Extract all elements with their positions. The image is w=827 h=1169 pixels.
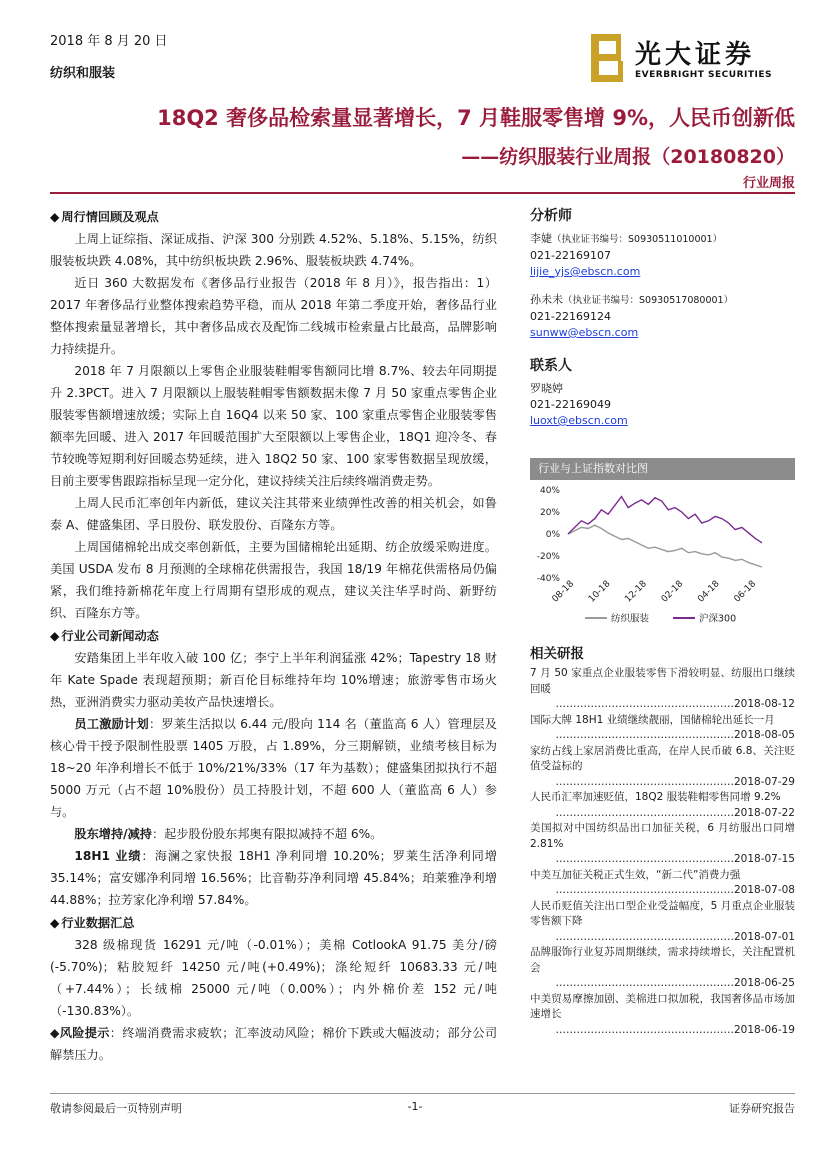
research-date-value: 2018-06-19 xyxy=(733,1023,795,1036)
research-list xyxy=(530,666,795,1038)
analyst-phone: 021-22169124 xyxy=(530,310,611,323)
main-body xyxy=(50,205,497,1066)
analyst-email-link[interactable]: sunww@ebscn.com xyxy=(530,326,639,339)
y-tick-label: 40% xyxy=(539,486,560,496)
company-logo xyxy=(591,34,791,86)
body-paragraph: 328 级棉现货 16291 元/吨（-0.01%）；美棉 CotlookA 91.75 美分/磅(-5.70%)；粘胶短纤 14250 元/吨(+0.49%)；涤纶短纤 10683.33 元/吨（+7.44%）；长绒棉 25000 元/吨（0.00%）；内外棉价差 152 元/吨（-130.83%）。 xyxy=(50,938,497,1018)
related-research xyxy=(530,642,795,1038)
analyst-email-link[interactable]: lijie_yjs@ebscn.com xyxy=(530,265,641,278)
analyst-phone: 021-22169107 xyxy=(530,249,611,262)
industry-label: 纺织和服装 xyxy=(50,66,116,81)
logo-chinese-name: 光大证券 xyxy=(635,40,756,70)
diamond-icon: ◆ xyxy=(50,916,60,930)
legend-label: 纺织服装 xyxy=(611,613,650,625)
research-date-value: 2018-07-15 xyxy=(733,853,795,865)
body-paragraph: 上周国储棉轮出成交率创新低，主要为国储棉轮出延期、纺企放缓采购进度。美国 USDA 发布 8 月预测的全球棉花供需报告，我国 18/19 年棉花供需格局仍偏紧，我们维持新棉花年度上行周期有望形成的观点，建议关注华孚时尚、新野纺织、百隆东方等。 xyxy=(50,540,497,620)
research-title: 7 月 50 家重点企业服装零售下滑较明显、纺服出口继续回暖 xyxy=(530,667,795,695)
report-date: 2018 年 8 月 20 日 xyxy=(50,34,168,49)
research-item[interactable] xyxy=(530,821,795,868)
section-heading: ◆ 周行情回顾及观点 xyxy=(50,210,159,224)
body-paragraph: 上周上证综指、深证成指、沪深 300 分别跌 4.52%、5.18%、5.15%，纺织服装板块跌 4.08%，其中纺织板块跌 2.96%、服装板块跌 4.74%。 xyxy=(50,232,497,268)
research-date-value: 2018-08-12 xyxy=(733,698,795,710)
diamond-icon: ◆ xyxy=(50,210,60,224)
leader-dots: …………………………………………… xyxy=(555,853,734,865)
research-date-value: 2018-06-25 xyxy=(733,977,795,989)
contact-phone: 021-22169049 xyxy=(530,398,611,411)
research-date-value: 2018-07-01 xyxy=(733,930,795,943)
research-date-value: 2018-07-08 xyxy=(733,884,795,896)
body-paragraph: 18H1 业绩：海澜之家快报 18H1 净利同增 10.20%；罗莱生活净利同增 35.14%；富安娜净利同增 16.56%；比音勒芬净利同增 45.84%；珀莱雅净利增 44.88%；拉芳家化净利增 57.84%。 xyxy=(50,849,497,907)
inline-label: 员工激励计划 xyxy=(74,717,149,731)
x-tick-label: 08-18 xyxy=(550,579,577,605)
research-title: 家纺占线上家居消费比重高，在岸人民币破 6.8、关注贬值受益标的 xyxy=(530,744,795,772)
leader-dots: …………………………………………… xyxy=(555,806,734,819)
leader-dots: …………………………………………… xyxy=(555,1023,734,1036)
index-comparison-chart xyxy=(530,458,795,633)
y-tick-label: 20% xyxy=(539,508,560,518)
y-tick-label: -40% xyxy=(536,574,560,584)
chart-plot xyxy=(530,480,795,633)
report-title: 18Q2 奢侈品检索量显著增长，7 月鞋服零售增 9%，人民币创新低 xyxy=(157,106,795,130)
leader-dots: …………………………………………… xyxy=(555,977,734,989)
contact-heading: 联系人 xyxy=(530,358,572,374)
research-date-value: 2018-07-29 xyxy=(733,775,795,788)
research-title: 中美贸易摩擦加剧、美棉进口拟加税，我国奢侈品市场加速增长 xyxy=(530,992,795,1020)
research-title: 品牌服饰行业复苏周期继续，需求持续增长，关注配置机会 xyxy=(530,946,795,974)
research-item[interactable] xyxy=(530,744,795,791)
inline-label: 18H1 业绩 xyxy=(74,849,142,863)
leader-dots: …………………………………………… xyxy=(555,698,734,710)
section-heading: ◆ 行业数据汇总 xyxy=(50,916,135,930)
legend-label: 沪深300 xyxy=(699,613,737,625)
y-tick-label: -20% xyxy=(536,552,560,562)
research-date xyxy=(530,930,795,946)
x-tick-label: 04-18 xyxy=(696,579,722,605)
research-title: 人民币汇率加速贬值，18Q2 服装鞋帽零售同增 9.2% xyxy=(530,791,781,803)
analyst-name: 李婕（执业证书编号：S0930511010001） xyxy=(530,232,723,245)
leader-dots: …………………………………………… xyxy=(555,884,734,896)
research-date xyxy=(530,852,795,868)
footer-divider xyxy=(50,1093,795,1094)
contact-name: 罗晓婷 xyxy=(530,382,563,395)
research-date-value: 2018-08-05 xyxy=(733,729,795,741)
footer-report-label: 证券研究报告 xyxy=(729,1102,795,1115)
research-title: 中美互加征关税正式生效，“新二代”消费力强 xyxy=(530,868,741,881)
research-item[interactable] xyxy=(530,868,795,899)
research-item[interactable] xyxy=(530,945,795,992)
header-divider xyxy=(50,192,795,194)
analyst-name: 孙未未（执业证书编号：S0930517080001） xyxy=(530,293,734,306)
everbright-logo-icon xyxy=(591,34,625,82)
x-tick-label: 12-18 xyxy=(623,579,649,605)
research-item[interactable] xyxy=(530,713,795,744)
contact-email-link[interactable]: luoxt@ebscn.com xyxy=(530,414,628,427)
research-date xyxy=(530,775,795,791)
analyst-heading: 分析师 xyxy=(530,208,572,224)
page-number: -1- xyxy=(407,1100,423,1113)
leader-dots: …………………………………………… xyxy=(555,930,734,943)
body-paragraph: 股东增持/减持：起步股份股东邦奥有限拟减持不超 6%。 xyxy=(74,827,383,841)
report-subtitle: ——纺织服装行业周报（20180820） xyxy=(461,146,795,168)
research-item[interactable] xyxy=(530,992,795,1039)
research-item[interactable] xyxy=(530,790,795,821)
leader-dots: …………………………………………… xyxy=(555,729,734,741)
x-tick-label: 10-18 xyxy=(586,579,613,605)
body-paragraph: 上周人民币汇率创年内新低，建议关注其带来业绩弹性改善的相关机会，如鲁泰 A、健盛集团、孚日股份、联发股份、百隆东方等。 xyxy=(50,496,497,532)
body-paragraph: 2018 年 7 月限额以上零售企业服装鞋帽零售额同比增 8.7%、较去年同期提升 2.3PCT。进入 7 月限额以上服装鞋帽零售额数据未像 7 月 50 家重点零售企业服装零售额增速放缓；实际上自 16Q4 以来 50 家、100 家重点零售企业服装零售额率先回暖、进入 2017 年回暖范围扩大至限额以上零售企业，18Q1 迎冷冬、春节较晚等短期利好回暖态势延续，进入 18Q2 50 家、100 家零售数据呈现放缓，目前主要零售跟踪指标呈现一定分化，建议持续关注后续终端消费走势。 xyxy=(50,364,497,488)
x-tick-label: 06-18 xyxy=(732,579,759,605)
research-date xyxy=(530,976,795,992)
footer-disclaimer: 敬请参阅最后一页特别声明 xyxy=(50,1102,182,1115)
research-date xyxy=(530,697,795,713)
report-type: 行业周报 xyxy=(742,176,795,191)
logo-english-name: EVERBRIGHT SECURITIES xyxy=(635,70,772,80)
research-date xyxy=(530,883,795,899)
risk-paragraph: ◆风险提示：终端消费需求疲软；汇率波动风险；棉价下跌或大幅波动；部分公司解禁压力。 xyxy=(50,1026,498,1062)
research-heading: 相关研报 xyxy=(530,646,584,662)
inline-label: 股东增持/减持 xyxy=(74,827,152,841)
x-tick-label: 02-18 xyxy=(659,579,686,605)
y-tick-label: 0% xyxy=(545,530,560,540)
leader-dots: …………………………………………… xyxy=(555,775,734,788)
chart-title: 行业与上证指数对比图 xyxy=(530,458,795,480)
research-date-value: 2018-07-22 xyxy=(733,806,795,819)
body-paragraph: 近日 360 大数据发布《奢侈品行业报告（2018 年 8 月）》，报告指出：1）2017 年奢侈品行业整体搜索趋势平稳，而从 2018 年第二季度开始，奢侈品行业整体搜索量显著增长，其中奢侈品成衣及配饰二线城市检索量占比最高，品牌影响力持续提升。 xyxy=(50,276,497,356)
research-date xyxy=(530,728,795,744)
research-title: 美国拟对中国纺织品出口加征关税，6 月纺服出口同增 2.81% xyxy=(530,822,795,850)
series-line-0 xyxy=(568,525,762,567)
research-date xyxy=(530,1023,795,1039)
analyst-panel xyxy=(530,205,795,429)
body-paragraph: 员工激励计划：罗莱生活拟以 6.44 元/股向 114 名（董监高 6 人）管理层及核心骨干授予限制性股票 1405 万股，占 1.89%，分三期解锁，业绩考核目标为 18~20 年净利增长不低于 10%/21%/33%（17 年为基数）；健盛集团拟执行不超 5000 万元（占不超 10%股份）员工持股计划，不超 600 人（董监高 6 人）参与。 xyxy=(50,717,497,819)
research-date xyxy=(530,806,795,822)
section-heading: ◆ 行业公司新闻动态 xyxy=(50,629,159,643)
diamond-icon: ◆ xyxy=(50,629,60,643)
research-item[interactable] xyxy=(530,899,795,946)
series-line-1 xyxy=(568,497,762,543)
research-item[interactable] xyxy=(530,666,795,713)
diamond-icon: ◆ xyxy=(50,1026,60,1040)
research-title: 人民币贬值关注出口型企业受益幅度，5 月重点企业服装零售额下降 xyxy=(530,899,795,927)
research-title: 国际大牌 18H1 业绩继续靓丽，国储棉轮出延长一月 xyxy=(530,713,775,726)
body-paragraph: 安踏集团上半年收入破 100 亿；李宁上半年利润猛涨 42%；Tapestry 18 财年 Kate Spade 表现超预期；新百伦目标维持年均 10%增速；旅游零售市场火热，亚洲消费实力驱动美妆产品快速增长。 xyxy=(50,651,497,709)
